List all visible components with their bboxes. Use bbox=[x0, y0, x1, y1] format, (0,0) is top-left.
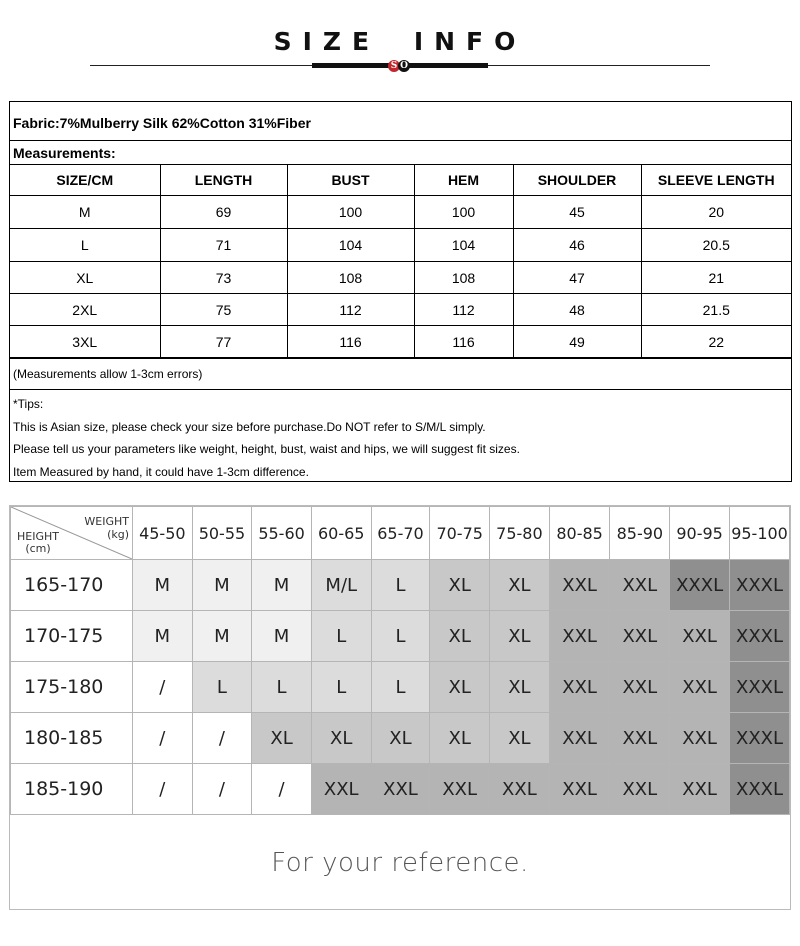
size-recommendation-cell: XXL bbox=[549, 560, 610, 611]
size-recommendation-cell: M bbox=[192, 611, 252, 662]
table-cell: 47 bbox=[513, 262, 641, 294]
table-cell: 71 bbox=[160, 229, 287, 262]
table-cell: 73 bbox=[160, 262, 287, 294]
tip-line: This is Asian size, please check your size before purchase.Do NOT refer to S/M/L simply. bbox=[13, 419, 486, 434]
size-recommendation-cell: XXL bbox=[549, 611, 610, 662]
size-recommendation-cell: XL bbox=[252, 713, 312, 764]
size-recommendation-cell: XXL bbox=[549, 764, 610, 815]
size-recommendation-cell: XL bbox=[430, 713, 490, 764]
size-recommendation-cell: XL bbox=[430, 662, 490, 713]
size-recommendation-cell: L bbox=[371, 611, 430, 662]
size-recommendation-cell: XXXL bbox=[730, 662, 790, 713]
size-recommendation-cell: / bbox=[133, 764, 193, 815]
size-table bbox=[10, 164, 791, 358]
weight-range-header: 90-95 bbox=[670, 507, 730, 560]
table-row bbox=[10, 326, 791, 358]
table-cell: 20 bbox=[641, 196, 791, 229]
column-header: SIZE/CM bbox=[10, 165, 160, 196]
height-range-label: 165-170 bbox=[11, 560, 133, 611]
table-cell: 104 bbox=[287, 229, 414, 262]
height-range-label: 175-180 bbox=[11, 662, 133, 713]
size-recommendation-cell: L bbox=[192, 662, 252, 713]
weight-range-header: 65-70 bbox=[371, 507, 430, 560]
table-cell: 20.5 bbox=[641, 229, 791, 262]
table-cell: 69 bbox=[160, 196, 287, 229]
size-recommendation-cell: XXL bbox=[311, 764, 371, 815]
table-cell: 45 bbox=[513, 196, 641, 229]
height-range-label: 185-190 bbox=[11, 764, 133, 815]
size-recommendation-cell: / bbox=[192, 764, 252, 815]
table-cell: L bbox=[10, 229, 160, 262]
size-recommendation-cell: XXL bbox=[610, 764, 670, 815]
size-recommendation-cell: XXL bbox=[490, 764, 550, 815]
weight-range-header: 45-50 bbox=[133, 507, 193, 560]
fit-row bbox=[11, 611, 790, 662]
height-range-label: 170-175 bbox=[11, 611, 133, 662]
size-recommendation-cell: XXL bbox=[670, 611, 730, 662]
table-cell: 112 bbox=[287, 294, 414, 326]
table-cell: 116 bbox=[287, 326, 414, 358]
size-recommendation-cell: XL bbox=[490, 560, 550, 611]
size-recommendation-cell: XL bbox=[430, 560, 490, 611]
size-recommendation-cell: XXXL bbox=[730, 611, 790, 662]
size-recommendation-cell: / bbox=[133, 662, 193, 713]
size-recommendation-cell: L bbox=[311, 662, 371, 713]
fit-row bbox=[11, 713, 790, 764]
size-recommendation-cell: M bbox=[192, 560, 252, 611]
divider bbox=[10, 389, 791, 390]
column-header: SHOULDER bbox=[513, 165, 641, 196]
column-header: SLEEVE LENGTH bbox=[641, 165, 791, 196]
size-recommendation-cell: XL bbox=[490, 611, 550, 662]
size-table-header bbox=[10, 165, 791, 196]
brand-logo-letter-o: O bbox=[398, 60, 410, 72]
fit-row bbox=[11, 764, 790, 815]
size-recommendation-cell: L bbox=[371, 662, 430, 713]
weight-unit: (kg) bbox=[107, 528, 129, 541]
table-row bbox=[10, 196, 791, 229]
weight-label: WEIGHT bbox=[84, 515, 129, 528]
fit-row bbox=[11, 662, 790, 713]
brand-logo-letter-s: S bbox=[388, 60, 400, 72]
size-recommendation-cell: M bbox=[133, 611, 193, 662]
measurements-heading: Measurements: bbox=[13, 145, 116, 161]
table-row bbox=[10, 262, 791, 294]
size-recommendation-cell: M bbox=[252, 611, 312, 662]
tips-heading: *Tips: bbox=[13, 397, 44, 411]
tip-line: Item Measured by hand, it could have 1-3cm difference. bbox=[13, 464, 309, 479]
size-recommendation-cell: L bbox=[311, 611, 371, 662]
table-cell: 116 bbox=[414, 326, 513, 358]
table-cell: 108 bbox=[414, 262, 513, 294]
size-recommendation-cell: XXL bbox=[610, 713, 670, 764]
table-cell: XL bbox=[10, 262, 160, 294]
table-cell: 3XL bbox=[10, 326, 160, 358]
size-recommendation-cell: XXXL bbox=[730, 560, 790, 611]
table-cell: 104 bbox=[414, 229, 513, 262]
weight-range-header: 55-60 bbox=[252, 507, 312, 560]
weight-range-header: 60-65 bbox=[311, 507, 371, 560]
size-recommendation-cell: XXXL bbox=[730, 764, 790, 815]
brand-logo bbox=[385, 59, 413, 72]
size-recommendation-cell: XL bbox=[430, 611, 490, 662]
table-cell: 108 bbox=[287, 262, 414, 294]
table-cell: 112 bbox=[414, 294, 513, 326]
tips-block bbox=[13, 393, 520, 483]
height-range-label: 180-185 bbox=[11, 713, 133, 764]
size-recommendation-cell: XXL bbox=[610, 560, 670, 611]
size-recommendation-cell: XXL bbox=[670, 764, 730, 815]
size-recommendation-cell: L bbox=[252, 662, 312, 713]
size-recommendation-cell: XXL bbox=[610, 611, 670, 662]
divider bbox=[10, 358, 791, 359]
tip-line: Please tell us your parameters like weight, height, bust, waist and hips, we will suggest fit sizes. bbox=[13, 442, 520, 456]
fit-chart-corner bbox=[11, 507, 133, 560]
divider bbox=[10, 140, 791, 141]
height-unit: (cm) bbox=[25, 542, 51, 555]
table-cell: 46 bbox=[513, 229, 641, 262]
size-recommendation-cell: XL bbox=[371, 713, 430, 764]
table-cell: 21 bbox=[641, 262, 791, 294]
table-cell: 49 bbox=[513, 326, 641, 358]
size-recommendation-cell: L bbox=[371, 560, 430, 611]
size-recommendation-cell: XXXL bbox=[670, 560, 730, 611]
table-cell: 77 bbox=[160, 326, 287, 358]
column-header: BUST bbox=[287, 165, 414, 196]
column-header: LENGTH bbox=[160, 165, 287, 196]
table-cell: 75 bbox=[160, 294, 287, 326]
size-recommendation-cell: XXL bbox=[371, 764, 430, 815]
size-recommendation-cell: / bbox=[252, 764, 312, 815]
size-recommendation-cell: / bbox=[192, 713, 252, 764]
table-cell: 48 bbox=[513, 294, 641, 326]
table-row bbox=[10, 229, 791, 262]
table-cell: 2XL bbox=[10, 294, 160, 326]
weight-range-header: 95-100 bbox=[730, 507, 790, 560]
weight-range-header: 50-55 bbox=[192, 507, 252, 560]
table-cell: 100 bbox=[287, 196, 414, 229]
size-recommendation-cell: XXXL bbox=[730, 713, 790, 764]
table-cell: M bbox=[10, 196, 160, 229]
size-recommendation-cell: XL bbox=[490, 662, 550, 713]
size-recommendation-cell: XXL bbox=[430, 764, 490, 815]
column-header: HEM bbox=[414, 165, 513, 196]
size-recommendation-cell: XXL bbox=[549, 662, 610, 713]
measurement-panel bbox=[9, 101, 792, 482]
size-recommendation-cell: XXL bbox=[549, 713, 610, 764]
measurement-error-note: (Measurements allow 1-3cm errors) bbox=[13, 367, 203, 381]
weight-range-header: 85-90 bbox=[610, 507, 670, 560]
height-axis-label bbox=[17, 531, 59, 555]
fit-chart-header bbox=[11, 507, 790, 560]
fit-row bbox=[11, 560, 790, 611]
size-recommendation-cell: XXL bbox=[670, 662, 730, 713]
size-recommendation-cell: XL bbox=[311, 713, 371, 764]
size-recommendation-cell: XXL bbox=[610, 662, 670, 713]
fabric-composition: Fabric:7%Mulberry Silk 62%Cotton 31%Fiber bbox=[13, 115, 311, 131]
table-cell: 22 bbox=[641, 326, 791, 358]
height-label: HEIGHT bbox=[17, 530, 59, 543]
size-recommendation-cell: XXL bbox=[670, 713, 730, 764]
weight-axis-label bbox=[84, 515, 129, 541]
table-cell: 100 bbox=[414, 196, 513, 229]
reference-note: For your reference. bbox=[271, 848, 529, 878]
size-recommendation-cell: M/L bbox=[311, 560, 371, 611]
weight-range-header: 80-85 bbox=[549, 507, 610, 560]
table-row bbox=[10, 294, 791, 326]
table-cell: 21.5 bbox=[641, 294, 791, 326]
size-recommendation-cell: M bbox=[133, 560, 193, 611]
fit-chart-grid bbox=[10, 506, 790, 815]
size-recommendation-cell: M bbox=[252, 560, 312, 611]
fit-chart bbox=[9, 505, 791, 910]
weight-range-header: 75-80 bbox=[490, 507, 550, 560]
size-recommendation-cell: / bbox=[133, 713, 193, 764]
page-title: SIZE INFO bbox=[273, 27, 527, 56]
weight-range-header: 70-75 bbox=[430, 507, 490, 560]
size-recommendation-cell: XL bbox=[490, 713, 550, 764]
